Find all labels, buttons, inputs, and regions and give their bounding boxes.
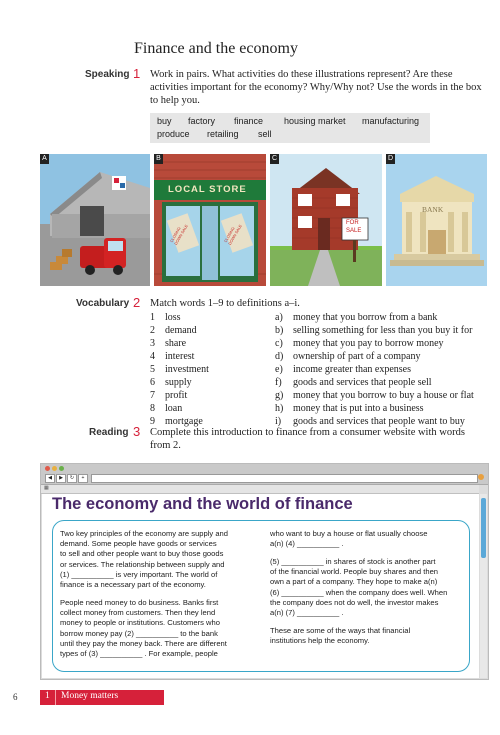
word-box-item: factory — [188, 116, 216, 126]
store-poster-left: CLOSING DOWN SALE — [169, 223, 189, 246]
speaking-number: 1 — [133, 66, 141, 81]
text-line: types of (3) __________ . For example, people — [60, 649, 218, 659]
word-box-item: finance — [234, 116, 264, 126]
reading-number: 3 — [133, 424, 141, 439]
vocab-number: 1 — [150, 312, 155, 323]
text-line: money to people or institutions. Customers who — [60, 618, 220, 628]
vocab-word: demand — [165, 325, 197, 336]
definition-text: goods and services that people sell — [293, 377, 432, 388]
browser-tab-strip — [41, 485, 479, 494]
picture-letter: B — [154, 154, 163, 164]
text-line: or services. The relationship between supply and — [60, 559, 225, 569]
text-line: These are some of the ways that financial — [270, 626, 411, 635]
vocabulary-number: 2 — [133, 295, 141, 310]
reading-instruction-2: from 2. — [150, 440, 181, 451]
vocab-number: 9 — [150, 416, 155, 427]
definition-letter: g) — [275, 390, 284, 401]
vocab-number: 3 — [150, 338, 155, 349]
speaking-instruction-1: Work in pairs. What activities do these illustrations represent? Are these — [150, 69, 453, 80]
vocab-word: loan — [165, 403, 183, 414]
reload-icon[interactable]: ↻ — [67, 474, 77, 483]
house-illustration — [270, 154, 382, 286]
divider — [55, 690, 56, 705]
definition-text: money that you borrow from a bank — [293, 312, 438, 323]
scrollbar-track[interactable] — [480, 494, 487, 678]
store-sign: LOCAL STORE — [168, 184, 247, 195]
word-box-item: housing market — [284, 116, 346, 126]
picture-letter: D — [387, 155, 394, 162]
definition-letter: c) — [275, 338, 283, 349]
speaking-label: Speaking — [85, 69, 130, 80]
vocab-word: interest — [165, 351, 195, 362]
vocab-number: 4 — [150, 351, 155, 362]
definition-text: income greater than expenses — [293, 364, 412, 375]
text-line: until they pay the money back. There are different — [60, 638, 227, 648]
text-line: a(n) (7) __________ . — [270, 608, 344, 618]
article-left-paragraph-1 — [60, 529, 228, 590]
definition-letter: i) — [275, 416, 282, 427]
illustration-bank — [386, 154, 487, 286]
definition-text: selling something for less than you buy it for — [293, 325, 473, 336]
word-box-item: retailing — [207, 129, 239, 139]
article-right-paragraph-1 — [270, 529, 427, 549]
article-title: The economy and the world of finance — [52, 495, 353, 513]
vocab-number: 8 — [150, 403, 155, 414]
speaking-instruction-3: to help you. — [150, 95, 200, 106]
text-line: (6) __________ when the company does well. When — [270, 587, 448, 597]
close-window-dot[interactable] — [45, 466, 50, 471]
illustration-house — [270, 154, 382, 286]
for-sale-sign-line1: FOR — [346, 220, 359, 226]
article-right-paragraph-2 — [270, 557, 447, 618]
vocabulary-instruction: Match words 1–9 to definitions a–i. — [150, 298, 300, 309]
definition-text: goods and services that people want to buy — [293, 416, 465, 427]
vocab-word: profit — [165, 390, 188, 401]
article-left-paragraph-2 — [60, 598, 227, 659]
text-line: own a part of a company. They hope to make a(n) — [270, 577, 438, 587]
unit-title: Money matters — [61, 691, 119, 701]
factory-illustration — [40, 154, 150, 286]
unit-footer-bar — [40, 690, 164, 705]
address-bar[interactable] — [91, 474, 478, 483]
speaking-instruction-2: activities important for the economy? Why/Why not? Use the words in the box — [150, 82, 482, 93]
definition-text: money that is put into a business — [293, 403, 424, 414]
text-line: (1) __________ is very important. The world of — [60, 569, 218, 579]
reading-instruction-1: Complete this introduction to finance from a consumer website with words — [150, 427, 465, 438]
unit-number: 1 — [45, 691, 50, 701]
definition-text: money that you pay to borrow money — [293, 338, 444, 349]
text-line: finance is a necessary part of the economy. — [60, 580, 206, 590]
text-line: borrow money pay (2) __________ to the bank — [60, 628, 218, 638]
forward-arrow-icon[interactable]: ▶ — [56, 474, 66, 483]
text-line: demand. Some people have goods or services — [60, 539, 217, 549]
picture-letter: A — [40, 154, 49, 164]
word-box-item: manufacturing — [362, 116, 420, 126]
grid-icon[interactable]: ▦ — [44, 485, 49, 491]
vocab-word: mortgage — [165, 416, 203, 427]
word-box — [150, 113, 430, 143]
store-poster-right: CLOSING DOWN SALE — [223, 223, 243, 246]
vocab-number: 6 — [150, 377, 155, 388]
vocab-number: 2 — [150, 325, 155, 336]
vocab-number: 5 — [150, 364, 155, 375]
back-arrow-icon[interactable]: ◀ — [45, 474, 55, 483]
word-box-item: sell — [258, 129, 272, 139]
text-line: who want to buy a house or flat usually choose — [270, 529, 428, 538]
vocab-word: investment — [165, 364, 209, 375]
definition-letter: b) — [275, 325, 284, 336]
text-line: collect money from customers. Then they lend — [60, 608, 216, 618]
definition-text: money that you borrow to buy a house or flat — [293, 390, 474, 401]
page-title: Finance and the economy — [134, 40, 298, 57]
maximize-window-dot[interactable] — [59, 466, 64, 471]
definition-letter: f) — [275, 377, 282, 388]
word-box-item: buy — [157, 116, 172, 126]
text-line: (5) __________ in shares of stock is another part — [270, 557, 436, 566]
feed-icon[interactable] — [478, 474, 484, 480]
vocabulary-label: Vocabulary — [76, 298, 130, 309]
text-line: a(n) (4) __________ . — [270, 539, 344, 549]
bank-illustration — [386, 154, 487, 286]
definition-letter: h) — [275, 403, 284, 414]
browser-toolbar — [41, 464, 488, 485]
definition-letter: e) — [275, 364, 283, 375]
vocab-word: supply — [165, 377, 192, 388]
word-box-item: produce — [157, 129, 190, 139]
definition-letter: a) — [275, 312, 283, 323]
text-line: the company does not do well, the investor makes — [270, 597, 439, 607]
definition-letter: d) — [275, 351, 284, 362]
article-right-paragraph-3 — [270, 626, 410, 646]
vocab-word: share — [165, 338, 187, 349]
illustration-store — [154, 154, 266, 286]
picture-letter: C — [271, 155, 278, 162]
for-sale-sign-line2: SALE — [346, 228, 362, 234]
text-line: institutions help the economy. — [270, 636, 370, 646]
definition-text: ownership of part of a company — [293, 351, 421, 362]
bank-sign: BANK — [422, 205, 444, 214]
page-number: 6 — [13, 692, 18, 702]
add-tab-icon[interactable]: + — [78, 474, 88, 483]
text-line: Two key principles of the economy are supply and — [60, 529, 228, 538]
text-line: People need money to do business. Banks first — [60, 598, 219, 607]
vocab-word: loss — [165, 312, 181, 323]
illustration-factory — [40, 154, 150, 286]
vocab-number: 7 — [150, 390, 155, 401]
text-line: to sell and other people want to buy those goods — [60, 549, 224, 559]
text-line: of the financial world. People buy shares and then — [270, 567, 439, 577]
scrollbar-thumb[interactable] — [481, 498, 486, 558]
reading-label: Reading — [89, 427, 129, 438]
store-illustration — [154, 154, 266, 286]
minimize-window-dot[interactable] — [52, 466, 57, 471]
